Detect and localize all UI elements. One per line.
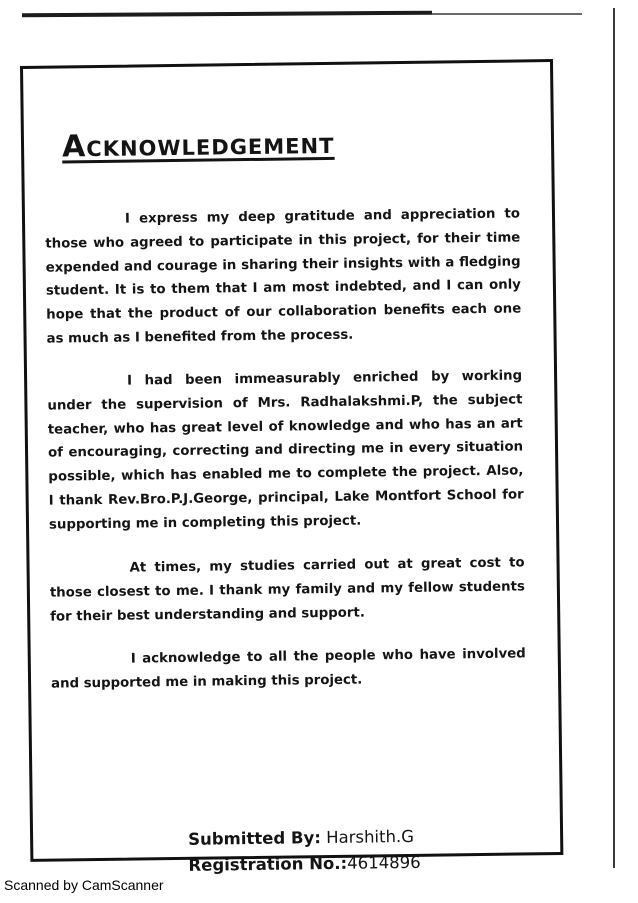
paragraph-2: I had been immeasurably enriched by working under the supervision of Mrs. Radhalakshmi.P, the subject teacher, who has great level of knowledge and who has an art of encouraging, correcting and directing me in every situation possible, which has enabled me to complete the project. Also, I thank Rev.Bro.P.J.George, principal, Lake Montfort School for supporting me in completing this project. bbox=[47, 368, 524, 533]
scan-top-edge bbox=[22, 11, 432, 18]
submitted-by-row bbox=[188, 824, 421, 853]
scanner-footer: Scanned by CamScanner bbox=[4, 877, 164, 893]
registration-label: Registration No.: bbox=[188, 853, 348, 875]
submitted-by-value: Harshith.G bbox=[326, 826, 415, 848]
paragraph-4: I acknowledge to all the people who have involved and supported me in making this project. bbox=[50, 646, 526, 692]
paragraph-1: I express my deep gratitude and appreciation to those who agreed to participate in this project, for their time expended and courage in sharing their insights with a fledging student. It is to them that I am most indebted, and I can only hope that the product of our collaboration benefits each one as much as I benefited from the process. bbox=[45, 206, 522, 347]
paragraph-3: At times, my studies carried out at great cost to those closest to me. I thank my family and my fellow students for their best understanding and support. bbox=[49, 555, 525, 625]
page-title: Acknowledgement bbox=[61, 125, 335, 165]
scan-right-edge bbox=[613, 8, 615, 868]
submitted-by-label: Submitted By: bbox=[188, 828, 322, 849]
page-border bbox=[20, 59, 563, 875]
registration-row bbox=[188, 850, 421, 879]
signoff-block bbox=[188, 824, 421, 879]
registration-value: 4614896 bbox=[347, 852, 421, 873]
scan-top-edge-faint bbox=[432, 13, 582, 15]
